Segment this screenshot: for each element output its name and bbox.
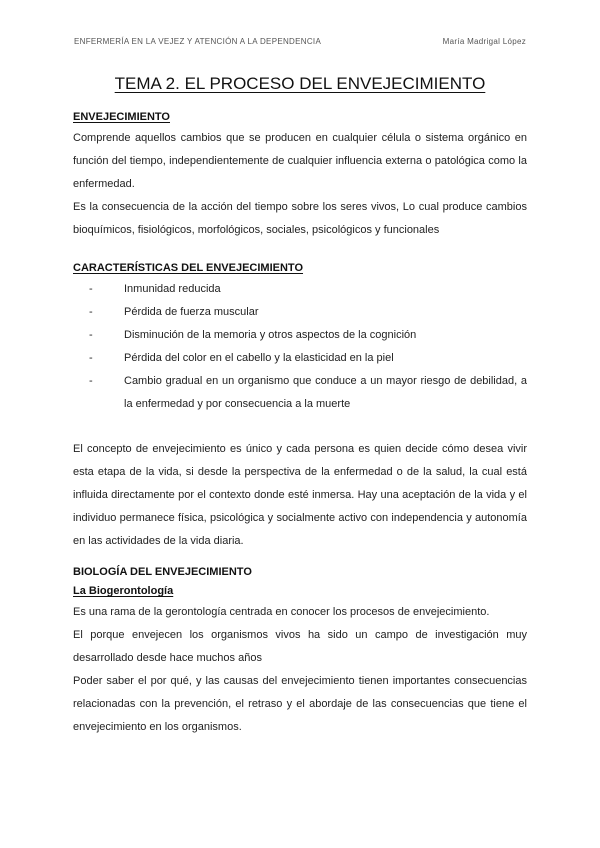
- characteristics-list: [73, 278, 527, 416]
- list-item: [89, 278, 527, 301]
- page-title-text: TEMA 2. EL PROCESO DEL ENVEJECIMIENTO: [114, 74, 486, 93]
- paragraph: El concepto de envejecimiento es único y cada persona es quien decide cómo desea vivir esta etapa de la vida, si desde la perspectiva de la enfermedad o de la salud, la cual está influida directamente por el contexto donde esté inmersa. Hay una aceptación de la vida y el individuo permanece física, psicológica y socialmente activo con independencia y autonomía en las actividades de la vida diaria.: [73, 443, 527, 547]
- list-item-text: Disminución de la memoria y otros aspectos de la cognición: [124, 329, 417, 341]
- document-body: [73, 108, 527, 739]
- paragraph: El porque envejecen los organismos vivos ha sido un campo de investigación muy desarrollado desde hace muchos años: [73, 629, 527, 664]
- bullet-dash: -: [89, 375, 93, 387]
- header-course-title: ENFERMERÍA EN LA VEJEZ Y ATENCIÓN A LA DEPENDENCIA: [74, 37, 322, 46]
- list-item: [89, 324, 527, 347]
- list-item-text: Pérdida de fuerza muscular: [124, 306, 259, 318]
- section-heading-caracteristicas: CARACTERÍSTICAS DEL ENVEJECIMIENTO: [73, 262, 304, 274]
- list-item-text: Inmunidad reducida: [124, 283, 221, 295]
- paragraph: Es una rama de la gerontología centrada en conocer los procesos de envejecimiento.: [73, 606, 490, 618]
- list-item-text: Cambio gradual en un organismo que conduce a un mayor riesgo de debilidad, a la enfermedad y por consecuencia a la muerte: [124, 375, 527, 410]
- list-item-text: Pérdida del color en el cabello y la elasticidad en la piel: [124, 352, 394, 364]
- spacer: [73, 553, 527, 563]
- bullet-dash: -: [89, 306, 93, 318]
- paragraph: Es la consecuencia de la acción del tiempo sobre los seres vivos, Lo cual produce cambios bioquímicos, fisiológicos, morfológicos, sociales, psicológicos y funcionales: [73, 201, 527, 236]
- paragraph: Poder saber el por qué, y las causas del envejecimiento tienen importantes consecuencias relacionadas con la prevención, el retraso y el abordaje de las consecuencias que tiene el envejecimiento en los organismos.: [73, 675, 527, 733]
- spacer: [73, 242, 527, 259]
- section-heading-biologia: BIOLOGÍA DEL ENVEJECIMIENTO: [73, 566, 252, 578]
- running-header: [74, 37, 526, 46]
- bullet-dash: -: [89, 329, 93, 341]
- list-item: [89, 301, 527, 324]
- bullet-dash: -: [89, 352, 93, 364]
- paragraph: Comprende aquellos cambios que se producen en cualquier célula o sistema orgánico en función del tiempo, independientemente de cualquier influencia externa o patológica como la enfermedad.: [73, 132, 527, 190]
- spacer: [73, 416, 527, 438]
- bullet-dash: -: [89, 283, 93, 295]
- page-title: [0, 74, 600, 94]
- list-item: [89, 370, 527, 416]
- section-heading-envejecimiento: ENVEJECIMIENTO: [73, 111, 170, 123]
- subsection-heading-biogerontologia: La Biogerontología: [73, 585, 174, 597]
- list-item: [89, 347, 527, 370]
- header-author: María Madrigal López: [442, 37, 526, 46]
